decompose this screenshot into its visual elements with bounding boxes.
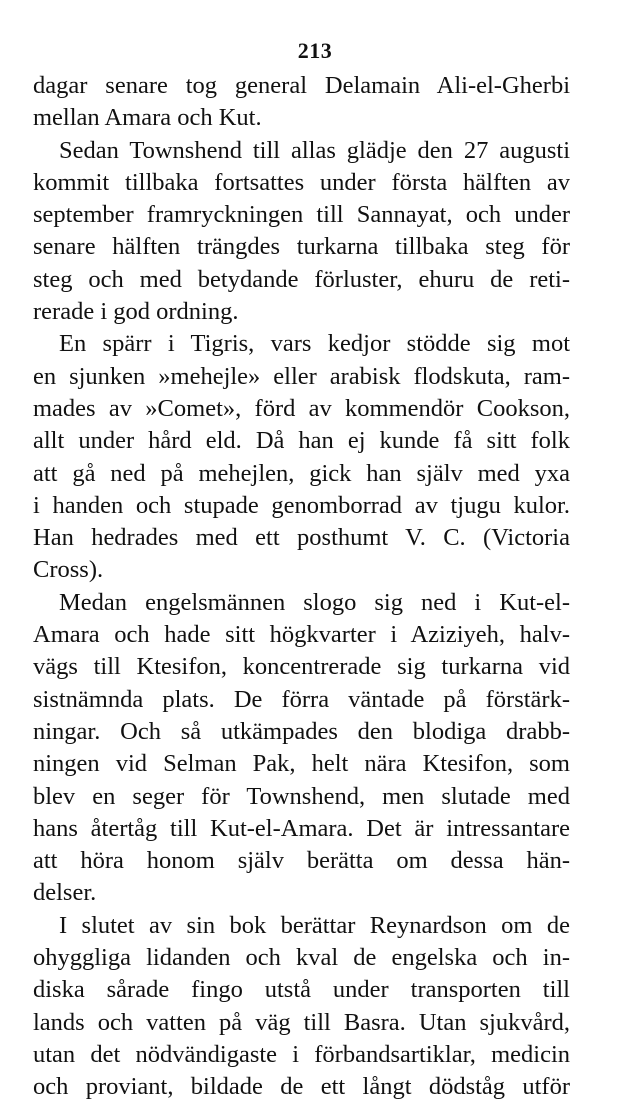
text-line: ningar. Och så utkämpades den blodiga drabb- (33, 717, 570, 745)
text-line: En spärr i Tigris, vars kedjor stödde sig mot (59, 330, 570, 358)
text-line: I slutet av sin bok berättar Reynardson om de (59, 911, 570, 939)
text-line: kommit tillbaka fortsattes under första hälften av (33, 168, 570, 196)
text-line: Han hedrades med ett posthumt V. C. (Victoria (33, 524, 570, 552)
text-line: delser. (33, 879, 97, 907)
text-line: sistnämnda plats. De förra väntade på förstärk- (33, 685, 570, 713)
text-line: hans återtåg till Kut-el-Amara. Det är intressantare (33, 814, 570, 842)
text-line: ningen vid Selman Pak, helt nära Ktesifon, som (33, 750, 570, 778)
text-line: diska sårade fingo utstå under transporten till (33, 976, 570, 1004)
text-line: att höra honom själv berätta om dessa hän- (33, 847, 570, 875)
text-line: i handen och stupade genomborrad av tjugu kulor. (33, 491, 570, 519)
text-line: september framryckningen till Sannayat, och under (33, 201, 570, 229)
text-line: en sjunken »mehejle» eller arabisk flodskuta, ram- (33, 362, 570, 390)
page-number: 213 (297, 38, 333, 63)
text-line: utan det nödvändigaste i förbandsartiklar, medicin (33, 1040, 570, 1068)
text-line: Amara och hade sitt högkvarter i Aziziyeh, halv- (33, 621, 570, 649)
text-line: allt under hård eld. Då han ej kunde få sitt folk (33, 427, 570, 455)
text-line: Medan engelsmännen slogo sig ned i Kut-el- (59, 588, 570, 616)
text-line: mellan Amara och Kut. (33, 104, 262, 132)
text-line: dagar senare tog general Delamain Ali-el-Gherbi (33, 72, 570, 99)
text-line: och proviant, bildade de ett långt dödståg utför (33, 1073, 570, 1101)
text-line: mades av »Comet», förd av kommendör Cookson, (33, 394, 570, 422)
body-text (33, 70, 570, 1104)
text-line: rerade i god ordning. (33, 298, 239, 326)
text-line: Sedan Townshend till allas glädje den 27 augusti (59, 136, 570, 164)
text-line: att gå ned på mehejlen, gick han själv med yxa (33, 459, 570, 487)
text-line: blev en seger för Townshend, men slutade med (33, 782, 570, 810)
text-line: senare hälften trängdes turkarna tillbaka steg för (33, 233, 570, 261)
text-line: Cross). (33, 556, 104, 584)
text-line: steg och med betydande förluster, ehuru de reti- (33, 265, 570, 293)
text-line: ohyggliga lidanden och kval de engelska och in- (33, 944, 570, 972)
text-line: vägs till Ktesifon, koncentrerade sig turkarna vid (33, 653, 570, 681)
text-line: lands och vatten på väg till Basra. Utan sjukvård, (33, 1008, 570, 1036)
